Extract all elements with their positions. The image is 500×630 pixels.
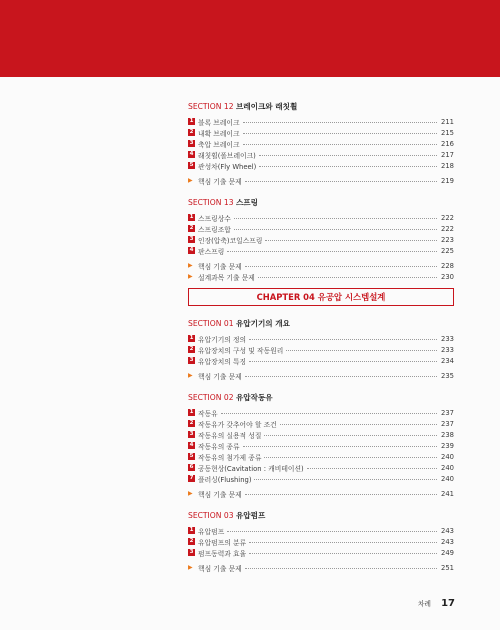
entry-page-number: 249 [441,548,454,557]
entry-page-number: 237 [441,408,454,417]
entry-title: 공동현상(Cavitation : 캐비테이션) [198,464,304,473]
toc-entry[interactable] [188,344,454,355]
dotted-leader [259,155,437,156]
review-title: 핵심 기출 문제 [198,262,242,271]
entry-title: 펌프동력과 효율 [198,549,247,558]
entry-title: 작동유의 첨가제 종류 [198,453,262,462]
chapter-heading[interactable] [188,288,454,306]
entry-title: 래칫휠(폴브레이크) [198,151,256,160]
triangle-arrow-icon: ▶ [188,372,193,379]
section-number: SECTION 13 [188,198,234,207]
dotted-leader [227,531,437,532]
number-badge-icon: 2 [189,538,194,544]
number-badge-icon: 1 [189,409,194,415]
section-heading[interactable] [188,101,454,112]
review-page-number: 219 [441,176,454,185]
number-badge-icon: 4 [189,247,194,253]
dotted-leader [249,553,437,554]
number-badge-icon: 1 [189,118,194,124]
section-name: 유압펌프 [235,511,266,520]
entry-title: 판스프링 [198,247,225,256]
section-number: SECTION 12 [188,102,234,111]
toc-review-entry[interactable] [188,260,454,271]
number-badge-icon: 3 [189,549,194,555]
entry-title: 관성차(Fly Wheel) [198,162,257,171]
entry-page-number: 243 [441,537,454,546]
number-badge-icon: 1 [189,214,194,220]
toc-review-entry[interactable] [188,175,454,186]
entry-page-number: 225 [441,246,454,255]
entry-page-number: 233 [441,334,454,343]
toc-entry[interactable] [188,234,454,245]
dotted-leader [249,542,437,543]
triangle-arrow-icon: ▶ [188,262,193,269]
entry-title: 블록 브레이크 [198,118,240,127]
section-name: 브레이크와 래칫휠 [235,102,298,111]
review-title: 설계과목 기출 문제 [198,273,255,282]
dotted-leader [243,122,437,123]
entry-page-number: 222 [441,224,454,233]
number-badge-icon: 2 [189,129,194,135]
section-heading[interactable] [188,392,454,403]
entry-page-number: 240 [441,463,454,472]
dotted-leader [254,479,437,480]
entry-page-number: 240 [441,452,454,461]
toc-section [188,499,454,573]
entry-title: 작동유가 갖추어야 할 조건 [198,420,277,429]
entry-title: 유압기기의 정의 [198,335,247,344]
review-page-number: 235 [441,371,454,380]
section-number: SECTION 02 [188,393,234,402]
toc-section [188,318,454,381]
toc-sections-top [188,101,454,282]
section-spacer [188,186,454,197]
review-page-number: 251 [441,563,454,572]
dotted-leader [245,376,437,377]
entry-title: 유압펌프 [198,527,225,536]
entry-title: 스프링조합 [198,225,231,234]
toc-entry[interactable] [188,536,454,547]
entry-title: 스프링상수 [198,214,231,223]
toc-review-entry[interactable] [188,370,454,381]
dotted-leader [307,468,437,469]
toc-review-entry[interactable] [188,488,454,499]
dotted-leader [234,218,437,219]
entry-page-number: 211 [441,117,454,126]
review-title: 핵심 기출 문제 [198,490,242,499]
toc-entry[interactable] [188,355,454,366]
entry-page-number: 237 [441,419,454,428]
toc-entry[interactable] [188,451,454,462]
section-spacer [188,381,454,392]
section-name: 유압기기의 개요 [235,319,290,328]
entry-page-number: 217 [441,150,454,159]
toc-entry[interactable] [188,440,454,451]
entry-title: 플러싱(Flushing) [198,475,252,484]
toc-entry[interactable] [188,127,454,138]
toc-sections-bottom [188,318,454,573]
entry-page-number: 234 [441,356,454,365]
section-heading[interactable] [188,510,454,521]
dotted-leader [286,350,437,351]
dotted-leader [243,144,437,145]
entry-page-number: 238 [441,430,454,439]
dotted-leader [245,568,437,569]
toc-entry[interactable] [188,547,454,558]
number-badge-icon: 4 [189,151,194,157]
section-heading[interactable] [188,197,454,208]
toc-entry[interactable] [188,407,454,418]
review-title: 핵심 기출 문제 [198,372,242,381]
entry-title: 작동유 [198,409,218,418]
dotted-leader [245,181,437,182]
toc-entry[interactable] [188,333,454,344]
chapter-title: CHAPTER 04 유공압 시스템설계 [256,292,386,302]
triangle-arrow-icon: ▶ [188,490,193,497]
section-number: SECTION 03 [188,511,234,520]
toc-entry[interactable] [188,429,454,440]
number-badge-icon: 3 [189,431,194,437]
section-name: 유압작동유 [235,393,273,402]
dotted-leader [280,424,437,425]
number-badge-icon: 3 [189,236,194,242]
number-badge-icon: 2 [189,225,194,231]
number-badge-icon: 5 [189,453,194,459]
entry-page-number: 239 [441,441,454,450]
toc-section [188,186,454,282]
toc-entry[interactable] [188,418,454,429]
entry-page-number: 233 [441,345,454,354]
dotted-leader [264,435,437,436]
entry-page-number: 223 [441,235,454,244]
toc-entry[interactable] [188,149,454,160]
table-of-contents [188,101,454,573]
entry-title: 작동유의 종류 [198,442,240,451]
number-badge-icon: 1 [189,335,194,341]
toc-entry[interactable] [188,212,454,223]
review-page-number: 228 [441,261,454,270]
toc-section [188,101,454,186]
toc-entry[interactable] [188,116,454,127]
toc-entry[interactable] [188,473,454,484]
dotted-leader [265,240,437,241]
toc-entry[interactable] [188,245,454,256]
toc-review-entry[interactable] [188,562,454,573]
section-heading[interactable] [188,318,454,329]
entry-page-number: 218 [441,161,454,170]
number-badge-icon: 3 [189,140,194,146]
section-name: 스프링 [235,198,258,207]
entry-page-number: 222 [441,213,454,222]
toc-entry[interactable] [188,138,454,149]
dotted-leader [243,133,437,134]
page-footer [418,591,455,610]
entry-page-number: 240 [441,474,454,483]
dotted-leader [249,339,437,340]
dotted-leader [221,413,437,414]
toc-entry[interactable] [188,525,454,536]
toc-entry[interactable] [188,223,454,234]
review-title: 핵심 기출 문제 [198,177,242,186]
header-band [0,0,500,77]
dotted-leader [264,457,437,458]
dotted-leader [234,229,437,230]
entry-page-number: 215 [441,128,454,137]
number-badge-icon: 3 [189,357,194,363]
dotted-leader [245,266,437,267]
triangle-arrow-icon: ▶ [188,273,193,280]
dotted-leader [245,494,437,495]
dotted-leader [243,446,437,447]
dotted-leader [259,166,437,167]
number-badge-icon: 4 [189,442,194,448]
triangle-arrow-icon: ▶ [188,177,193,184]
toc-entry[interactable] [188,462,454,473]
entry-title: 유압장치의 특징 [198,357,247,366]
number-badge-icon: 2 [189,420,194,426]
entry-title: 인장(압축)코일스프링 [198,236,263,245]
entry-title: 유압장치의 구성 및 작동원리 [198,346,284,355]
dotted-leader [227,251,437,252]
number-badge-icon: 2 [189,346,194,352]
entry-page-number: 243 [441,526,454,535]
page-number: 17 [441,598,455,609]
entry-page-number: 216 [441,139,454,148]
entry-title: 축압 브레이크 [198,140,240,149]
footer-label: 차례 [417,600,431,608]
number-badge-icon: 5 [189,162,194,168]
section-spacer [188,499,454,510]
number-badge-icon: 7 [189,475,194,481]
review-title: 핵심 기출 문제 [198,564,242,573]
review-page-number: 230 [441,272,454,281]
dotted-leader [258,277,437,278]
triangle-arrow-icon: ▶ [188,564,193,571]
entry-title: 작동유의 실용적 성질 [198,431,262,440]
toc-review-entry[interactable] [188,271,454,282]
review-page-number: 241 [441,489,454,498]
entry-title: 내확 브레이크 [198,129,240,138]
number-badge-icon: 1 [189,527,194,533]
toc-entry[interactable] [188,160,454,171]
number-badge-icon: 6 [189,464,194,470]
dotted-leader [249,361,437,362]
section-number: SECTION 01 [188,319,234,328]
entry-title: 유압펌프의 분류 [198,538,247,547]
toc-section [188,381,454,499]
